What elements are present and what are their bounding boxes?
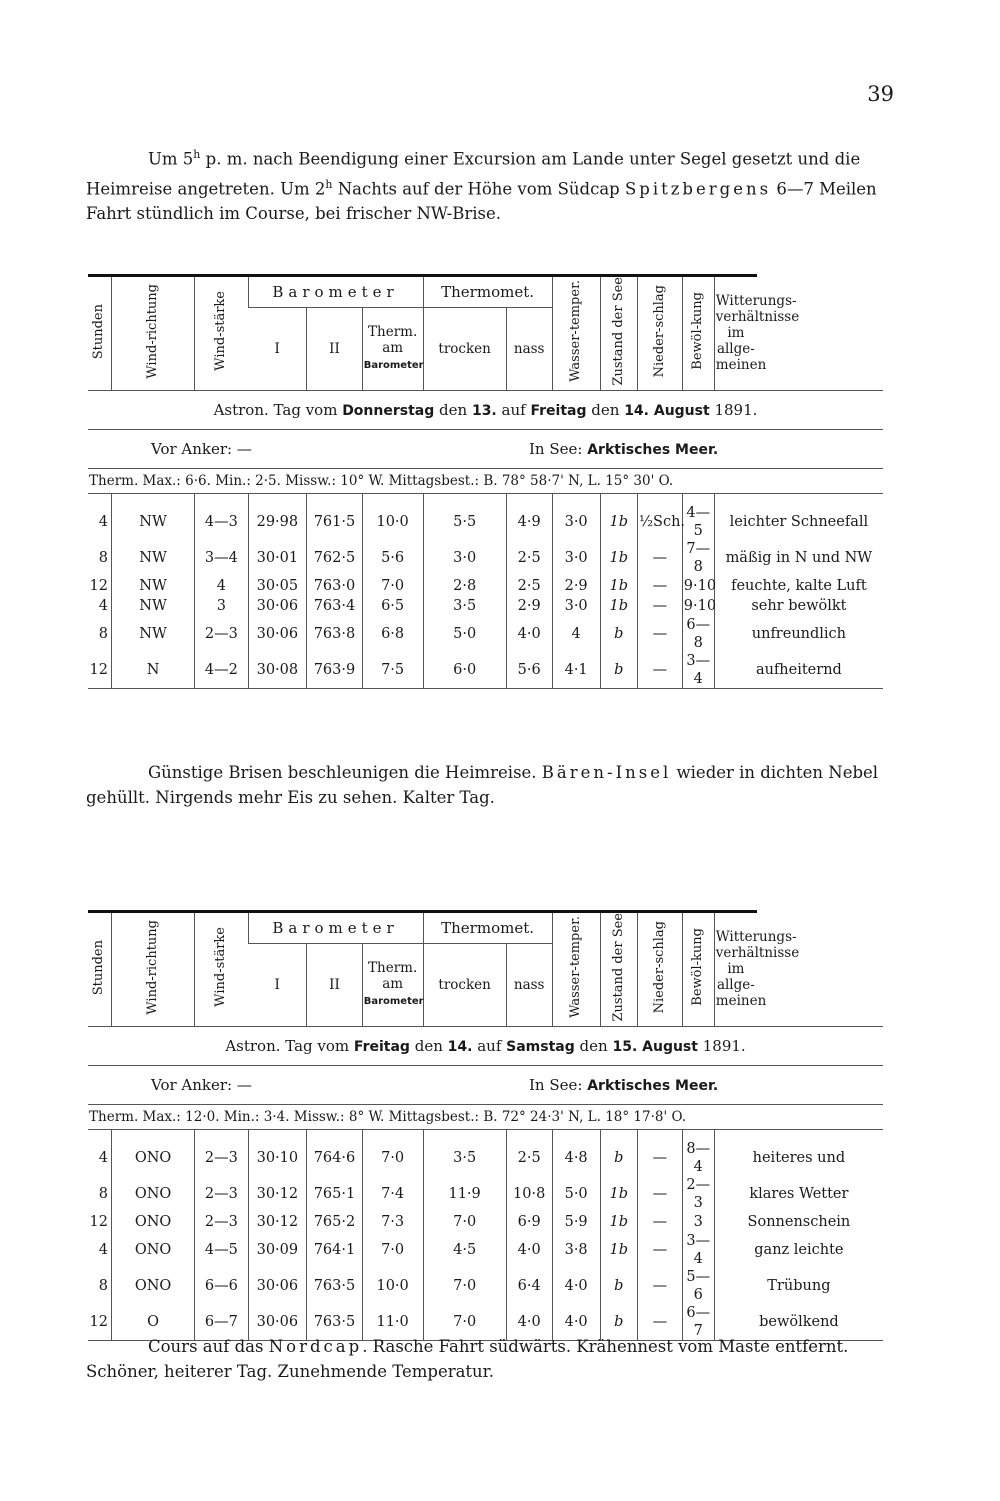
cell-b1: 30·10 [248,1129,307,1176]
cell-remark: heiteres und [714,1129,883,1176]
cell-dry: 5·0 [423,616,506,652]
cell-dry: 3·5 [423,596,506,616]
cell-b1: 30·06 [248,616,307,652]
cell-b1: 29·98 [248,493,307,540]
cell-force: 6—6 [195,1268,248,1304]
paragraph-excursion [86,142,898,226]
cell-dir: NW [111,493,194,540]
cell-h: 4 [98,513,108,530]
cell-h: 8 [98,549,108,566]
cell-h: 12 [89,577,108,594]
cell-h: 4 [98,1241,108,1258]
text-run: . Rasche Fahrt südwärts. Krähennest vom Maste entfernt. Schöner, heiterer Tag. Zunehmende Temperatur. [86,1337,849,1381]
cell-sea: b [600,1268,637,1304]
cell-h: 8 [98,625,108,642]
cell-dir: ONO [111,1176,194,1212]
cell-dry: 4·5 [423,1232,506,1268]
cell-b1: 30·08 [248,652,307,689]
day-line-mid2: auf [472,1036,507,1055]
cell-remark: mäßig in N und NW [714,540,883,576]
cell-dir: NW [111,616,194,652]
cell-water: 3·0 [552,493,600,540]
cell-force: 2—3 [195,1129,248,1176]
cell-remark: Trübung [714,1268,883,1304]
cell-prec: — [637,1129,682,1176]
cell-wet: 2·9 [506,596,552,616]
cell-dir: ONO [111,1129,194,1176]
day-line-mid2: auf [496,400,531,419]
header-bewoelkung [682,276,714,391]
cell-dry: 3·0 [423,540,506,576]
cell-wet: 6·4 [506,1268,552,1304]
header-niederschlag-label: Nieder-schlag [651,285,667,378]
cell-wet: 2·5 [506,540,552,576]
therm-am-label: Therm. am [368,323,418,356]
table-row [88,616,883,652]
paragraph-nordcap [86,1334,898,1384]
cell-sea: 1b [600,596,637,616]
cell-sea: b [600,652,637,689]
day-line-to-date: 14. August [624,402,710,419]
table-row [88,540,883,576]
cell-b2: 763·5 [307,1268,362,1304]
cell-wet: 6·9 [506,1212,552,1232]
header-windrichtung-label: Wind-richtung [145,919,161,1015]
cell-remark: aufheiternd [714,652,883,689]
table-row [88,652,883,689]
day-line-from-date: 13. [471,402,497,419]
cell-dir: NW [111,540,194,576]
cell-wet: 4·0 [506,1304,552,1341]
cell-b2: 761·5 [307,493,362,540]
header-nass: nass [506,943,552,1026]
anker-see-line [88,1065,883,1104]
header-trocken: trocken [423,307,506,390]
cell-sea: 1b [600,1232,637,1268]
header-witterung: Witterungs-verhältnisse im allge-meinen [714,276,757,391]
header-wassertemper [552,276,600,391]
header-windstaerke-label: Wind-stärke [213,927,229,1008]
cell-remark: sehr bewölkt [714,596,883,616]
header-wassertemper-label: Wasser-temper. [568,916,584,1019]
cell-remark: unfreundlich [714,616,883,652]
cell-tb: 7·0 [362,1129,423,1176]
cell-prec: — [637,1268,682,1304]
header-zustand-label: Zustand der See [610,913,626,1022]
cell-wet: 4·0 [506,1232,552,1268]
cell-remark: Sonnenschein [714,1212,883,1232]
cell-tb: 10·0 [362,1268,423,1304]
page-number: 39 [867,82,894,106]
cell-remark: feuchte, kalte Luft [714,576,883,596]
cell-dir: N [111,652,194,689]
cell-prec: — [637,1212,682,1232]
in-see-name: Arktisches Meer. [587,441,719,458]
header-baro-ii: II [307,307,362,390]
cell-b1: 30·06 [248,1304,307,1341]
cell-b1: 30·06 [248,596,307,616]
header-windstaerke-label: Wind-stärke [213,291,229,372]
header-windrichtung-label: Wind-richtung [145,283,161,379]
cell-dry: 7·0 [423,1212,506,1232]
cell-wet: 4·9 [506,493,552,540]
day-line-mid3: den [586,400,625,419]
cell-force: 2—3 [195,1176,248,1212]
cell-b2: 762·5 [307,540,362,576]
cell-dir: O [111,1304,194,1341]
header-witterung: Witterungs-verhältnisse im allge-meinen [714,912,757,1027]
header-trocken: trocken [423,943,506,1026]
cell-sea: b [600,1304,637,1341]
header-windstaerke [195,912,248,1027]
cell-cloud: 8—4 [682,1129,714,1176]
paragraph-baeren-insel [86,760,898,810]
cell-force: 2—3 [195,1212,248,1232]
vor-anker: Vor Anker: — [151,439,252,458]
cell-cloud: 9·10 [683,577,717,594]
header-bewoelkung-label: Bewöl-kung [690,292,706,371]
cell-tb: 5·6 [362,540,423,576]
cell-cloud: 3—4 [682,652,714,689]
cell-b2: 763·4 [307,596,362,616]
header-windrichtung [111,912,194,1027]
header-therm-am-barometer [362,943,423,1026]
header-niederschlag [637,276,682,391]
cell-b2: 764·1 [307,1232,362,1268]
cell-cloud: 6—7 [682,1304,714,1341]
therm-max-min-line: Therm. Max.: 12·0. Min.: 3·4. Missw.: 8° W. Mittagsbest.: B. 72° 24·3' N, L. 18° 17·8' O. [88,1104,883,1129]
day-line-from-day: Donnerstag [342,402,435,419]
cell-h: 12 [88,652,111,689]
cell-prec: — [637,616,682,652]
cell-dir: NW [111,596,194,616]
header-baro-i: I [274,976,280,993]
day-line-mid1: den [409,1036,448,1055]
in-see-prefix: In See: [529,1075,588,1094]
header-zustand [600,912,637,1027]
cell-dry: 11·9 [423,1176,506,1212]
cell-prec: — [637,540,682,576]
cell-remark: leichter Schneefall [714,493,883,540]
text-run: 6—7 Meilen Fahrt stündlich im Course, bei frischer NW-Brise. [86,179,877,223]
day-line-mid3: den [574,1036,613,1055]
header-stunden-label: Stunden [91,303,107,359]
log-table-day-14 [88,910,883,1341]
cell-dry: 2·8 [423,576,506,596]
table-row [88,1268,883,1304]
cell-tb: 10·0 [362,493,423,540]
header-therm-am-barometer [362,307,423,390]
barometer-small-label: Barometer [363,359,424,371]
cell-cloud: 3 [682,1212,714,1232]
header-niederschlag [637,912,682,1027]
header-thermometer: Thermomet. [423,276,552,308]
cell-dir: ONO [111,1268,194,1304]
cell-dir: ONO [111,1212,194,1232]
cell-dir: ONO [111,1232,194,1268]
text-run: Um 5 [148,149,194,169]
cell-prec: — [637,1304,682,1341]
cell-b2: 763·9 [307,652,362,689]
cell-h: 8 [98,1277,108,1294]
header-barometer: Barometer [248,276,423,308]
cell-sea: b [600,616,637,652]
cell-tb: 7·3 [362,1212,423,1232]
day-line-prefix: Astron. Tag vom [213,400,343,419]
cell-b1: 30·12 [248,1176,307,1212]
cell-h: 4 [98,597,108,614]
cell-dry: 5·5 [423,493,506,540]
day-line-to-date: 15. August [612,1038,698,1055]
cell-tb: 7·0 [362,1232,423,1268]
table-row [88,493,883,540]
header-bewoelkung [682,912,714,1027]
cell-b1: 30·05 [248,576,307,596]
superscript-hour: h [193,148,201,161]
in-see-name: Arktisches Meer. [587,1077,719,1094]
text-run: p. m. nach Beendigung einer Excursion am Lande unter Segel gesetzt und die Heimreise angetreten. Um 2 [86,149,861,198]
cell-dir: NW [111,576,194,596]
cell-dry: 7·0 [423,1304,506,1341]
cell-wet: 2·5 [506,576,552,596]
cell-h: 4 [98,1149,108,1166]
cell-force: 6—7 [195,1304,248,1341]
cell-b2: 764·6 [307,1129,362,1176]
header-stunden-label: Stunden [91,939,107,995]
spaced-name: Nordcap [268,1337,363,1356]
cell-b2: 763·5 [307,1304,362,1341]
day-line-from-date: 14. [447,1038,473,1055]
table-row [88,1176,883,1212]
header-nass: nass [506,307,552,390]
astron-day-line [88,1026,883,1065]
cell-remark: bewölkend [714,1304,883,1341]
cell-prec: — [637,576,682,596]
cell-remark: klares Wetter [714,1176,883,1212]
cell-water: 5·0 [552,1176,600,1212]
table-row [88,1212,883,1232]
vor-anker: Vor Anker: — [151,1075,252,1094]
in-see-prefix: In See: [529,439,588,458]
text-run: Nachts auf der Höhe vom Südcap [332,179,625,198]
text-run: Günstige Brisen beschleunigen die Heimreise. [148,763,542,782]
cell-tb: 6·5 [362,596,423,616]
header-baro-i: I [274,340,280,357]
spaced-name: Spitzbergens [624,179,772,198]
cell-wet: 5·6 [506,652,552,689]
cell-b1: 30·06 [248,1268,307,1304]
cell-remark: ganz leichte [714,1232,883,1268]
cell-force: 4 [195,576,248,596]
day-line-mid1: den [434,400,472,419]
cell-b2: 763·8 [307,616,362,652]
cell-water: 3·8 [552,1232,600,1268]
cell-water: 4·8 [552,1129,600,1176]
header-wassertemper-label: Wasser-temper. [568,280,584,383]
header-stunden [88,276,111,391]
cell-water: 3·0 [552,540,600,576]
cell-dry: 7·0 [423,1268,506,1304]
cell-prec: — [637,652,682,689]
table-row [88,1129,883,1176]
cell-force: 2—3 [195,616,248,652]
astron-day-line [88,390,883,429]
cell-cloud: 3—4 [682,1232,714,1268]
header-baro-ii: II [307,943,362,1026]
cell-cloud: 5—6 [682,1268,714,1304]
table-row [88,576,883,596]
header-bewoelkung-label: Bewöl-kung [690,928,706,1007]
cell-water: 4·0 [552,1268,600,1304]
cell-h: 8 [98,1185,108,1202]
cell-force: 3 [195,596,248,616]
header-windstaerke [195,276,248,391]
cell-water: 5·9 [552,1212,600,1232]
cell-h: 12 [88,1304,111,1341]
cell-dry: 3·5 [423,1129,506,1176]
day-line-prefix: Astron. Tag vom [225,1036,354,1055]
cell-water: 4 [552,616,600,652]
therm-max-min-line: Therm. Max.: 6·6. Min.: 2·5. Missw.: 10° W. Mittagsbest.: B. 78° 58·7' N, L. 15° 30' O. [88,468,883,493]
header-thermometer: Thermomet. [423,912,552,944]
header-stunden [88,912,111,1027]
cell-tb: 7·4 [362,1176,423,1212]
log-table-day-13 [88,274,883,689]
cell-tb: 11·0 [362,1304,423,1341]
day-line-to-day: Freitag [530,402,587,419]
cell-prec: ½Sch. [637,493,682,540]
header-wassertemper [552,912,600,1027]
header-windrichtung [111,276,194,391]
cell-force: 4—2 [195,652,248,689]
cell-cloud: 2—3 [682,1176,714,1212]
cell-cloud: 6—8 [682,616,714,652]
cell-b1: 30·09 [248,1232,307,1268]
cell-water: 3·0 [552,596,600,616]
day-line-year: 1891. [697,1036,746,1055]
cell-dry: 6·0 [423,652,506,689]
cell-prec: — [637,1176,682,1212]
cell-force: 4—3 [195,493,248,540]
cell-tb: 7·5 [362,652,423,689]
table-row [88,596,883,616]
cell-b2: 765·1 [307,1176,362,1212]
header-barometer: Barometer [248,912,423,944]
day-line-from-day: Freitag [353,1038,410,1055]
header-niederschlag-label: Nieder-schlag [651,921,667,1014]
cell-cloud: 4—5 [682,493,714,540]
cell-sea: 1b [600,1212,637,1232]
cell-cloud: 9·10 [683,597,717,614]
cell-force: 4—5 [195,1232,248,1268]
cell-b2: 763·0 [307,576,362,596]
anker-see-line [88,429,883,468]
cell-sea: b [600,1129,637,1176]
table-row [88,1232,883,1268]
cell-b1: 30·12 [248,1212,307,1232]
cell-sea: 1b [600,493,637,540]
cell-sea: 1b [600,576,637,596]
cell-sea: 1b [600,540,637,576]
cell-wet: 10·8 [506,1176,552,1212]
cell-cloud: 7—8 [682,540,714,576]
header-zustand [600,276,637,391]
cell-h: 12 [89,1213,108,1230]
cell-prec: — [637,596,682,616]
cell-b1: 30·01 [248,540,307,576]
cell-tb: 7·0 [362,576,423,596]
text-run: Cours auf das [148,1337,269,1356]
day-line-year: 1891. [709,400,758,419]
day-line-to-day: Samstag [506,1038,575,1055]
therm-am-label: Therm. am [368,959,418,992]
cell-b2: 765·2 [307,1212,362,1232]
cell-force: 3—4 [195,540,248,576]
cell-tb: 6·8 [362,616,423,652]
cell-water: 2·9 [552,576,600,596]
cell-sea: 1b [600,1176,637,1212]
cell-water: 4·0 [552,1304,600,1341]
cell-wet: 4·0 [506,616,552,652]
header-zustand-label: Zustand der See [610,277,626,386]
barometer-small-label: Barometer [363,995,424,1007]
cell-wet: 2·5 [506,1129,552,1176]
spaced-name: Bären-Insel [541,763,672,782]
superscript-hour: h [325,177,333,191]
text-run: wieder in dichten Nebel gehüllt. Nirgends mehr Eis zu sehen. Kalter Tag. [86,763,879,807]
cell-water: 4·1 [552,652,600,689]
cell-prec: — [637,1232,682,1268]
